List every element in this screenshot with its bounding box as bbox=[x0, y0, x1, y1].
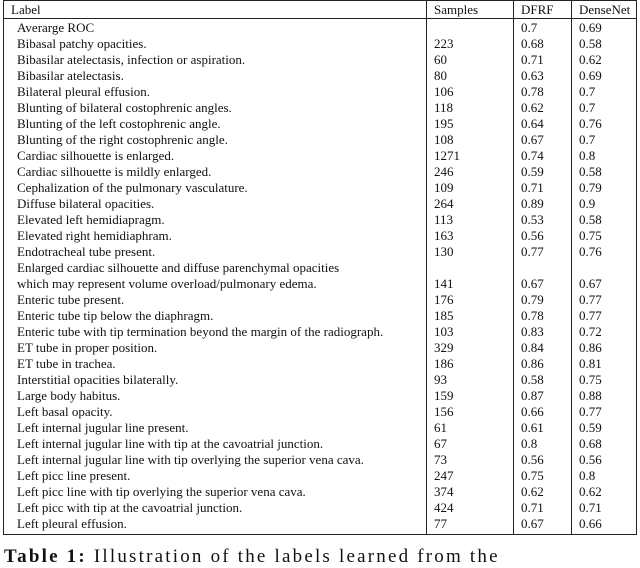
table-row bbox=[4, 260, 637, 292]
row-densenet: 0.56 bbox=[572, 452, 637, 468]
row-dfrf: 0.67 bbox=[514, 132, 572, 148]
table-row bbox=[4, 356, 637, 372]
row-label: Left basal opacity. bbox=[17, 404, 113, 419]
row-densenet: 0.77 bbox=[572, 308, 637, 324]
table-row bbox=[4, 100, 637, 116]
row-samples: 424 bbox=[427, 500, 514, 516]
table-row bbox=[4, 196, 637, 212]
row-dfrf: 0.71 bbox=[514, 500, 572, 516]
row-dfrf: 0.78 bbox=[514, 308, 572, 324]
row-dfrf: 0.89 bbox=[514, 196, 572, 212]
row-samples: 163 bbox=[427, 228, 514, 244]
row-label: ET tube in proper position. bbox=[17, 340, 158, 355]
row-samples: 141 bbox=[427, 260, 514, 292]
row-dfrf: 0.67 bbox=[514, 516, 572, 535]
row-label: Enteric tube present. bbox=[17, 292, 125, 307]
row-label: Cephalization of the pulmonary vasculature. bbox=[17, 180, 248, 195]
table-header-row bbox=[4, 1, 637, 19]
row-dfrf: 0.78 bbox=[514, 84, 572, 100]
row-samples: 223 bbox=[427, 36, 514, 52]
table-row bbox=[4, 244, 637, 260]
row-label-line1: Enlarged cardiac silhouette and diffuse parenchymal opacities bbox=[17, 260, 340, 275]
row-densenet: 0.88 bbox=[572, 388, 637, 404]
row-densenet: 0.66 bbox=[572, 516, 637, 535]
table-row bbox=[4, 452, 637, 468]
row-densenet: 0.7 bbox=[572, 132, 637, 148]
table-row bbox=[4, 372, 637, 388]
row-label: Bibasilar atelectasis, infection or aspiration. bbox=[17, 52, 246, 67]
row-dfrf: 0.71 bbox=[514, 52, 572, 68]
table-row bbox=[4, 228, 637, 244]
row-dfrf: 0.83 bbox=[514, 324, 572, 340]
table-row bbox=[4, 388, 637, 404]
row-samples: 109 bbox=[427, 180, 514, 196]
table-row bbox=[4, 148, 637, 164]
row-samples: 60 bbox=[427, 52, 514, 68]
table-row bbox=[4, 484, 637, 500]
caption-prefix: Table 1: bbox=[4, 546, 87, 567]
row-dfrf: 0.71 bbox=[514, 180, 572, 196]
row-dfrf: 0.79 bbox=[514, 292, 572, 308]
results-table bbox=[3, 0, 637, 535]
row-label: Interstitial opacities bilaterally. bbox=[17, 372, 179, 387]
row-densenet: 0.68 bbox=[572, 436, 637, 452]
row-densenet: 0.76 bbox=[572, 244, 637, 260]
table-row bbox=[4, 420, 637, 436]
row-samples: 246 bbox=[427, 164, 514, 180]
caption-text: Illustration of the labels learned from the bbox=[93, 546, 500, 567]
row-label: Left picc with tip at the cavoatrial junction. bbox=[17, 500, 243, 515]
table-row bbox=[4, 180, 637, 196]
header-densenet: DenseNet bbox=[572, 1, 637, 19]
row-samples: 67 bbox=[427, 436, 514, 452]
row-label bbox=[4, 260, 427, 292]
table-row bbox=[4, 324, 637, 340]
table-row bbox=[4, 116, 637, 132]
row-densenet: 0.77 bbox=[572, 404, 637, 420]
table-row bbox=[4, 292, 637, 308]
table-row bbox=[4, 340, 637, 356]
row-densenet: 0.9 bbox=[572, 196, 637, 212]
row-dfrf: 0.63 bbox=[514, 68, 572, 84]
row-label: Enteric tube with tip termination beyond the margin of the radiograph. bbox=[17, 324, 384, 339]
table-row bbox=[4, 500, 637, 516]
row-dfrf: 0.77 bbox=[514, 244, 572, 260]
row-samples: 264 bbox=[427, 196, 514, 212]
table-row bbox=[4, 68, 637, 84]
row-densenet: 0.86 bbox=[572, 340, 637, 356]
row-label: Blunting of the right costophrenic angle. bbox=[17, 132, 228, 147]
row-densenet: 0.75 bbox=[572, 228, 637, 244]
row-densenet: 0.76 bbox=[572, 116, 637, 132]
row-dfrf: 0.56 bbox=[514, 228, 572, 244]
row-samples: 159 bbox=[427, 388, 514, 404]
header-dfrf: DFRF bbox=[514, 1, 572, 19]
row-dfrf: 0.64 bbox=[514, 116, 572, 132]
row-densenet: 0.58 bbox=[572, 36, 637, 52]
row-label: Diffuse bilateral opacities. bbox=[17, 196, 155, 211]
row-label-line2: which may represent volume overload/pulmonary edema. bbox=[17, 276, 317, 291]
row-densenet: 0.8 bbox=[572, 468, 637, 484]
table-row bbox=[4, 468, 637, 484]
row-densenet: 0.72 bbox=[572, 324, 637, 340]
row-label: Elevated left hemidiapragm. bbox=[17, 212, 165, 227]
row-samples: 247 bbox=[427, 468, 514, 484]
row-samples: 103 bbox=[427, 324, 514, 340]
row-samples bbox=[427, 19, 514, 37]
row-label: Left picc line with tip overlying the superior vena cava. bbox=[17, 484, 306, 499]
row-dfrf: 0.8 bbox=[514, 436, 572, 452]
row-samples: 118 bbox=[427, 100, 514, 116]
row-label: Left internal jugular line with tip overlying the superior vena cava. bbox=[17, 452, 364, 467]
table-row bbox=[4, 132, 637, 148]
row-label: Bilateral pleural effusion. bbox=[17, 84, 150, 99]
row-samples: 195 bbox=[427, 116, 514, 132]
row-densenet: 0.58 bbox=[572, 212, 637, 228]
row-dfrf: 0.7 bbox=[514, 19, 572, 37]
header-samples: Samples bbox=[427, 1, 514, 19]
table-row bbox=[4, 308, 637, 324]
table-row bbox=[4, 52, 637, 68]
row-label: Left picc line present. bbox=[17, 468, 131, 483]
row-label: Averarge ROC bbox=[17, 20, 95, 35]
row-dfrf: 0.67 bbox=[514, 260, 572, 292]
row-densenet: 0.79 bbox=[572, 180, 637, 196]
row-samples: 156 bbox=[427, 404, 514, 420]
row-label: Left pleural effusion. bbox=[17, 516, 127, 531]
row-label: Endotracheal tube present. bbox=[17, 244, 156, 259]
row-densenet: 0.8 bbox=[572, 148, 637, 164]
row-dfrf: 0.86 bbox=[514, 356, 572, 372]
row-dfrf: 0.62 bbox=[514, 100, 572, 116]
row-samples: 93 bbox=[427, 372, 514, 388]
row-label: Elevated right hemidiaphram. bbox=[17, 228, 172, 243]
row-densenet: 0.59 bbox=[572, 420, 637, 436]
row-label: Left internal jugular line with tip at the cavoatrial junction. bbox=[17, 436, 324, 451]
row-densenet: 0.71 bbox=[572, 500, 637, 516]
row-label: Blunting of the left costophrenic angle. bbox=[17, 116, 221, 131]
row-dfrf: 0.84 bbox=[514, 340, 572, 356]
row-densenet: 0.81 bbox=[572, 356, 637, 372]
row-densenet: 0.58 bbox=[572, 164, 637, 180]
row-densenet: 0.67 bbox=[572, 260, 637, 292]
row-samples: 77 bbox=[427, 516, 514, 535]
table-row bbox=[4, 19, 637, 37]
row-densenet: 0.75 bbox=[572, 372, 637, 388]
row-label: Bibasal patchy opacities. bbox=[17, 36, 147, 51]
table-row bbox=[4, 84, 637, 100]
row-dfrf: 0.75 bbox=[514, 468, 572, 484]
table-row bbox=[4, 404, 637, 420]
row-dfrf: 0.59 bbox=[514, 164, 572, 180]
header-label: Label bbox=[4, 1, 427, 19]
row-densenet: 0.77 bbox=[572, 292, 637, 308]
row-label: Cardiac silhouette is mildly enlarged. bbox=[17, 164, 212, 179]
row-label: Left internal jugular line present. bbox=[17, 420, 189, 435]
row-dfrf: 0.74 bbox=[514, 148, 572, 164]
table-row bbox=[4, 212, 637, 228]
row-label: Blunting of bilateral costophrenic angles. bbox=[17, 100, 232, 115]
row-densenet: 0.62 bbox=[572, 52, 637, 68]
row-samples: 374 bbox=[427, 484, 514, 500]
row-samples: 1271 bbox=[427, 148, 514, 164]
row-samples: 73 bbox=[427, 452, 514, 468]
row-samples: 130 bbox=[427, 244, 514, 260]
row-samples: 61 bbox=[427, 420, 514, 436]
row-densenet: 0.69 bbox=[572, 68, 637, 84]
row-dfrf: 0.87 bbox=[514, 388, 572, 404]
row-label: Cardiac silhouette is enlarged. bbox=[17, 148, 175, 163]
row-samples: 329 bbox=[427, 340, 514, 356]
row-dfrf: 0.61 bbox=[514, 420, 572, 436]
row-dfrf: 0.66 bbox=[514, 404, 572, 420]
row-samples: 186 bbox=[427, 356, 514, 372]
row-densenet: 0.69 bbox=[572, 19, 637, 37]
row-dfrf: 0.56 bbox=[514, 452, 572, 468]
row-samples: 106 bbox=[427, 84, 514, 100]
row-samples: 108 bbox=[427, 132, 514, 148]
row-samples: 113 bbox=[427, 212, 514, 228]
row-label: Large body habitus. bbox=[17, 388, 121, 403]
table-row bbox=[4, 164, 637, 180]
table-row bbox=[4, 436, 637, 452]
row-label: ET tube in trachea. bbox=[17, 356, 116, 371]
row-label: Enteric tube tip below the diaphragm. bbox=[17, 308, 214, 323]
row-label: Bibasilar atelectasis. bbox=[17, 68, 124, 83]
row-samples: 80 bbox=[427, 68, 514, 84]
row-dfrf: 0.62 bbox=[514, 484, 572, 500]
table-row bbox=[4, 516, 637, 535]
row-densenet: 0.7 bbox=[572, 100, 637, 116]
row-densenet: 0.7 bbox=[572, 84, 637, 100]
row-dfrf: 0.53 bbox=[514, 212, 572, 228]
table-row bbox=[4, 36, 637, 52]
row-samples: 176 bbox=[427, 292, 514, 308]
row-dfrf: 0.58 bbox=[514, 372, 572, 388]
row-dfrf: 0.68 bbox=[514, 36, 572, 52]
row-samples: 185 bbox=[427, 308, 514, 324]
row-densenet: 0.62 bbox=[572, 484, 637, 500]
